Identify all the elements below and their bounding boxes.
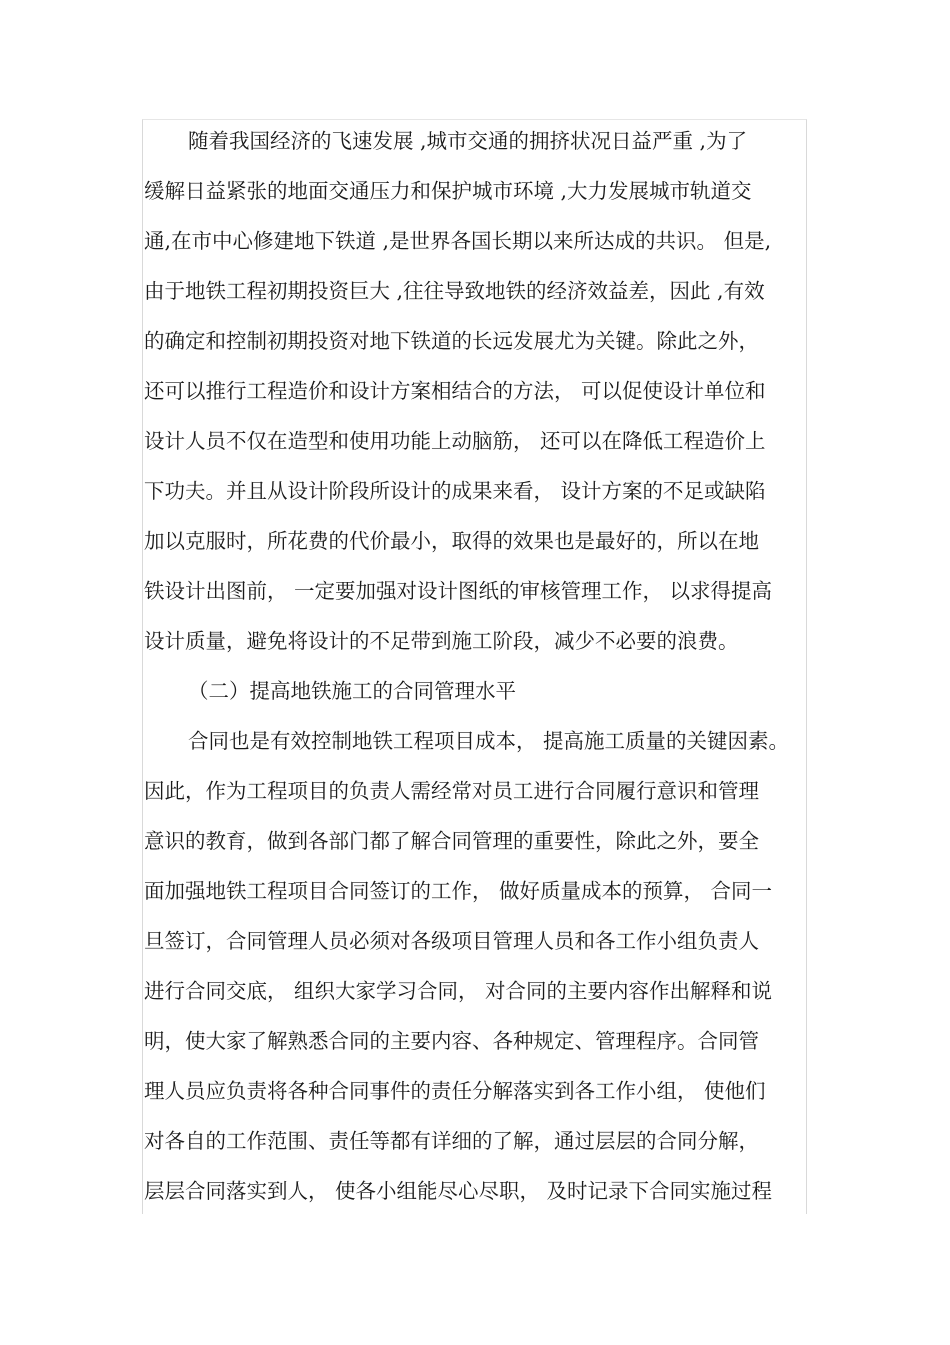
paragraph-2-line-3: 意识的教育，做到各部门都了解合同管理的重要性，除此之外，要全 — [144, 829, 759, 853]
section-heading: （二）提高地铁施工的合同管理水平 — [188, 679, 516, 703]
paragraph-1-line-11: 设计质量，避免将设计的不足带到施工阶段，减少不必要的浪费。 — [144, 629, 739, 653]
paragraph-1-line-7: 设计人员不仅在造型和使用功能上动脑筋， 还可以在降低工程造价上 — [144, 429, 766, 453]
paragraph-2-line-6: 进行合同交底， 组织大家学习合同， 对合同的主要内容作出解释和说 — [144, 979, 773, 1003]
paragraph-2-line-2: 因此，作为工程项目的负责人需经常对员工进行合同履行意识和管理 — [144, 779, 759, 803]
paragraph-2-line-4: 面加强地铁工程项目合同签订的工作， 做好质量成本的预算， 合同一 — [144, 879, 773, 903]
paragraph-1-line-9: 加以克服时，所花费的代价最小，取得的效果也是最好的，所以在地 — [144, 529, 759, 553]
paragraph-1-line-6: 还可以推行工程造价和设计方案相结合的方法， 可以促使设计单位和 — [144, 379, 766, 403]
paragraph-2-line-10: 层层合同落实到人， 使各小组能尽心尽职， 及时记录下合同实施过程 — [144, 1179, 773, 1203]
paragraph-1-line-3: 通,在市中心修建地下铁道 ,是世界各国长期以来所达成的共识。 但是, — [144, 229, 772, 253]
paragraph-1-line-5: 的确定和控制初期投资对地下铁道的长远发展尤为关键。除此之外， — [144, 329, 759, 353]
paragraph-2-line-5: 旦签订，合同管理人员必须对各级项目管理人员和各工作小组负责人 — [144, 929, 759, 953]
paragraph-2-line-7: 明，使大家了解熟悉合同的主要内容、各种规定、管理程序。合同管 — [144, 1029, 759, 1053]
paragraph-2-line-9: 对各自的工作范围、责任等都有详细的了解，通过层层的合同分解， — [144, 1129, 759, 1153]
paragraph-1-line-2: 缓解日益紧张的地面交通压力和保护城市环境 ,大力发展城市轨道交 — [144, 179, 752, 203]
paragraph-2-line-8: 理人员应负责将各种合同事件的责任分解落实到各工作小组， 使他们 — [144, 1079, 766, 1103]
paragraph-1-line-1: 随着我国经济的飞速发展 ,城市交通的拥挤状况日益严重 ,为了 — [188, 129, 748, 153]
paragraph-2-line-1: 合同也是有效控制地铁工程项目成本， 提高施工质量的关键因素。 — [188, 729, 790, 753]
paragraph-1-line-4: 由于地铁工程初期投资巨大 ,往往导致地铁的经济效益差，因此 ,有效 — [144, 279, 765, 303]
paragraph-1-line-10: 铁设计出图前， 一定要加强对设计图纸的审核管理工作， 以求得提高 — [144, 579, 773, 603]
paragraph-1-line-8: 下功夫。并且从设计阶段所设计的成果来看， 设计方案的不足或缺陷 — [144, 479, 766, 503]
